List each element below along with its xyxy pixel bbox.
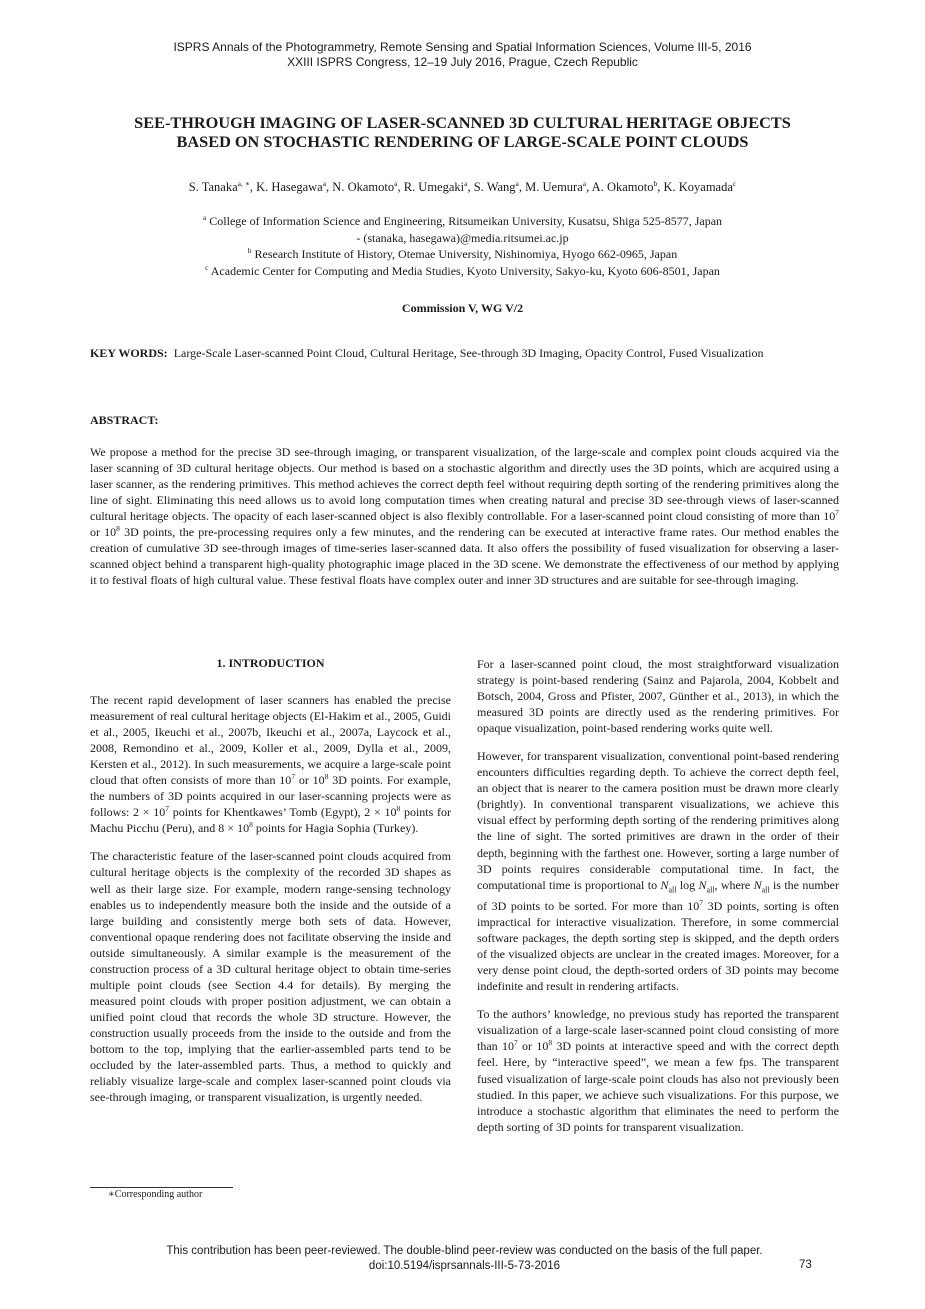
author-separator: ,	[518, 180, 526, 194]
affiliation-c: $^c$ Academic Center for Computing and Media Studies, Kyoto University, Sakyo-ku, Kyoto 606-8501, Japan	[205, 262, 720, 278]
author	[404, 180, 474, 194]
author	[332, 180, 403, 194]
author-separator: ,	[467, 180, 474, 194]
author	[663, 180, 736, 194]
author-name: N. Okamoto	[332, 180, 395, 194]
footnote-rule	[90, 1187, 233, 1188]
footer-doi: doi:10.5194/isprsannals-III-5-73-2016	[368, 1260, 561, 1272]
intro-paragraph: However, for transparent visualization, conventional point-based rendering encounters difficulties regarding depth. To achieve the correct depth feel, an object that is nearer to the camera position must be drawn more clearly (brightly). In conventional transparent visualizations, we achieve this visual effect by performing depth sorting of the rendering primitives along the line of sight. The sorted primitives are drawn in the order of their depth, beginning with the farthest one. However, sorting a large number of 3D points requires considerable computational time. In fact, the computational time is proportional to $N_{all}$ $\log N_{all}$, where $N_{all}$ is the number of 3D points to be sorted. For more than $10^7$ 3D points, sorting is often impractical for interactive visualization. Therefore, in some commercial software packages, the depth sorting step is skipped, and the depth orders of the visualized objects are unclear in the created images. Moreover, for a very dense point cloud, the depth-sorted orders of 3D points may become indefinite and result in rendering artifacts.	[477, 749, 839, 994]
running-header	[0, 40, 925, 70]
keywords	[90, 345, 840, 361]
author-affiliation-mark: a	[515, 179, 519, 188]
keywords-label: KEY WORDS:	[90, 346, 168, 360]
author-name: A. Okamoto	[591, 180, 654, 194]
author-affiliation-mark: a	[582, 179, 587, 188]
page-footer	[90, 1244, 839, 1274]
section-heading-introduction: 1. INTRODUCTION	[216, 656, 325, 670]
affiliation-a: $^a$ College of Information Science and Engineering, Ritsumeikan University, Kusatsu, Shiga 525-8577, Japan	[202, 213, 723, 228]
author-affiliation-mark: b	[653, 179, 658, 188]
author-affiliation-mark: a, ∗	[237, 179, 250, 188]
author-separator: ,	[249, 180, 257, 194]
intro-paragraph: To the authors’ knowledge, no previous study has reported the transparent visualization of a large-scale laser-scanned point cloud consisting of more than $10^7$ or $10^8$ 3D points at interactive speed and with the correct depth feel. Here, by “interactive speed”, we mean a few fps. The transparent fused visualization of large-scale point clouds has also not previously been studied. In this paper, we achieve such visualizations. For this purpose, we introduce a stochastic algorithm that eliminates the need to perform the depth sorting of 3D points for transparent visualization.	[477, 1007, 839, 1134]
author	[256, 180, 332, 194]
author-separator: ,	[657, 180, 664, 194]
page-number: 73	[799, 1259, 812, 1271]
affiliation-b: $^b$ Research Institute of History, Otemae University, Nishinomiya, Hyogo 662-0965, Japan	[247, 246, 678, 261]
right-column	[477, 656, 839, 1147]
author	[474, 180, 525, 194]
author-affiliation-mark: c	[732, 179, 737, 188]
author-name: S. Tanaka	[188, 180, 238, 194]
commission: Commission V, WG V/2	[401, 301, 524, 315]
author-affiliation-mark: a	[322, 179, 327, 188]
keywords-text: Large-Scale Laser-scanned Point Cloud, Cultural Heritage, See-through 3D Imaging, Opacity Control, Fused Visualization	[173, 346, 764, 360]
title-line-2: BASED ON STOCHASTIC RENDERING OF LARGE-SCALE POINT CLOUDS	[176, 132, 749, 151]
author-name: M. Uemura	[525, 180, 583, 194]
author-affiliation-mark: a	[464, 179, 468, 188]
footer-review-note: This contribution has been peer-reviewed. The double-blind peer-review was conducted on the basis of the full paper.	[166, 1245, 763, 1257]
intro-paragraph: The characteristic feature of the laser-scanned point clouds acquired from cultural heritage objects is the complexity of the recorded 3D shapes as well as their large size. For example, modern range-sensing technology enables us to independently measure both the inside and the outside of a large building and consistently merge both sets of data. However, conventional opaque rendering does not facilitate observing the inside and outside simultaneously. A similar example is the measurement of the construction process of a 3D cultural heritage object to obtain time-series multiple point clouds (see Section 4.4 for details). By merging the measured point clouds with proper position adjustment, we can obtain a unified point cloud that records the whole 3D structure. However, the construction usually proceeds from the inside to the outside and from the bottom to the top, implying that the earlier-assembled parts tend to be occluded by the later-assembled parts. Thus, a method to quickly and reliably visualize large-scale and complex laser-scanned point clouds via see-through imaging, or transparent visualization, is urgently needed.	[90, 849, 451, 1105]
author-affiliation-mark: a	[394, 179, 398, 188]
author-separator: ,	[586, 180, 592, 194]
abstract-text: We propose a method for the precise 3D see-through imaging, or transparent visualization, of the large-scale and complex point clouds acquired via the laser scanning of 3D cultural heritage objects. Our method is based on a stochastic algorithm and directly uses the 3D points, which are acquired using a laser scanner, as the rendering primitives. This method achieves the correct depth feel without requiring depth sorting of the rendering primitives along the line of sight. Eliminating this need allows us to avoid long computation times when creating natural and precise 3D see-through views of laser-scanned cultural heritage objects. The opacity of each laser-scanned object is also flexibly controllable. For a laser-scanned point cloud consisting of more than $10^7$ or $10^8$ 3D points, the pre-processing requires only a few minutes, and the rendering can be executed at interactive frame rates. Our method enables the creation of cumulative 3D see-through images of time-series laser-scanned data. It also offers the possibility of fused visualization for observing a laser-scanned object behind a transparent high-quality photographic image placed in the 3D scene. We demonstrate the effectiveness of our method by applying it to festival floats of high cultural value. These festival floats have complex outer and inner 3D structures and are suitable for see-through imaging.	[90, 445, 839, 587]
footnote: ∗Corresponding author	[108, 1189, 203, 1200]
author	[525, 180, 592, 194]
author	[592, 180, 664, 194]
author-list	[60, 180, 865, 195]
author-name: R. Umegaki	[403, 180, 465, 194]
abstract-title: ABSTRACT:	[90, 413, 159, 427]
title-line-1: SEE-THROUGH IMAGING OF LASER-SCANNED 3D CULTURAL HERITAGE OBJECTS	[134, 113, 791, 132]
contact-email: - (stanaka, hasegawa)@media.ritsumei.ac.jp	[356, 230, 569, 245]
author-name: K. Koyamada	[663, 180, 733, 194]
paper-title	[60, 113, 865, 151]
author-separator: ,	[326, 180, 333, 194]
affiliations	[60, 213, 865, 279]
left-column	[90, 692, 451, 1117]
author-name: K. Hasegawa	[256, 180, 323, 194]
intro-paragraph: The recent rapid development of laser scanners has enabled the precise measurement of real cultural heritage objects (El-Hakim et al., 2005, Guidi et al., 2005, Ikeuchi et al., 2007b, Ikeuchi et al., 2007a, Laycock et al., 2008, Remondino et al., 2009, Koller et al., 2009, Dylla et al., 2009, Kersten et al., 2012). In such measurements, we acquire a large-scale point cloud that often consists of more than $10^7$ or $10^8$ 3D points. For example, the numbers of 3D points acquired in our laser-scanning projects were as follows: $2 \times 10^7$ points for Khentkawes’ Tomb (Egypt), $2 \times 10^8$ points for Machu Picchu (Peru), and $8 \times 10^8$ points for Hagia Sophia (Turkey).	[90, 693, 451, 836]
header-line-1: ISPRS Annals of the Photogrammetry, Remote Sensing and Spatial Information Sciences, Volume III-5, 2016	[173, 40, 752, 54]
author-name: S. Wang	[473, 180, 516, 194]
author	[189, 180, 256, 194]
intro-paragraph: For a laser-scanned point cloud, the most straightforward visualization strategy is point-based rendering (Sainz and Pajarola, 2004, Kobbelt and Botsch, 2004, Gross and Pfister, 2007, Günther et al., 2013), in which the measured 3D points are directly used as the rendering primitives. For opaque visualization, point-based rendering works quite well.	[477, 657, 839, 736]
header-line-2: XXIII ISPRS Congress, 12–19 July 2016, Prague, Czech Republic	[287, 55, 638, 69]
author-separator: ,	[397, 180, 404, 194]
